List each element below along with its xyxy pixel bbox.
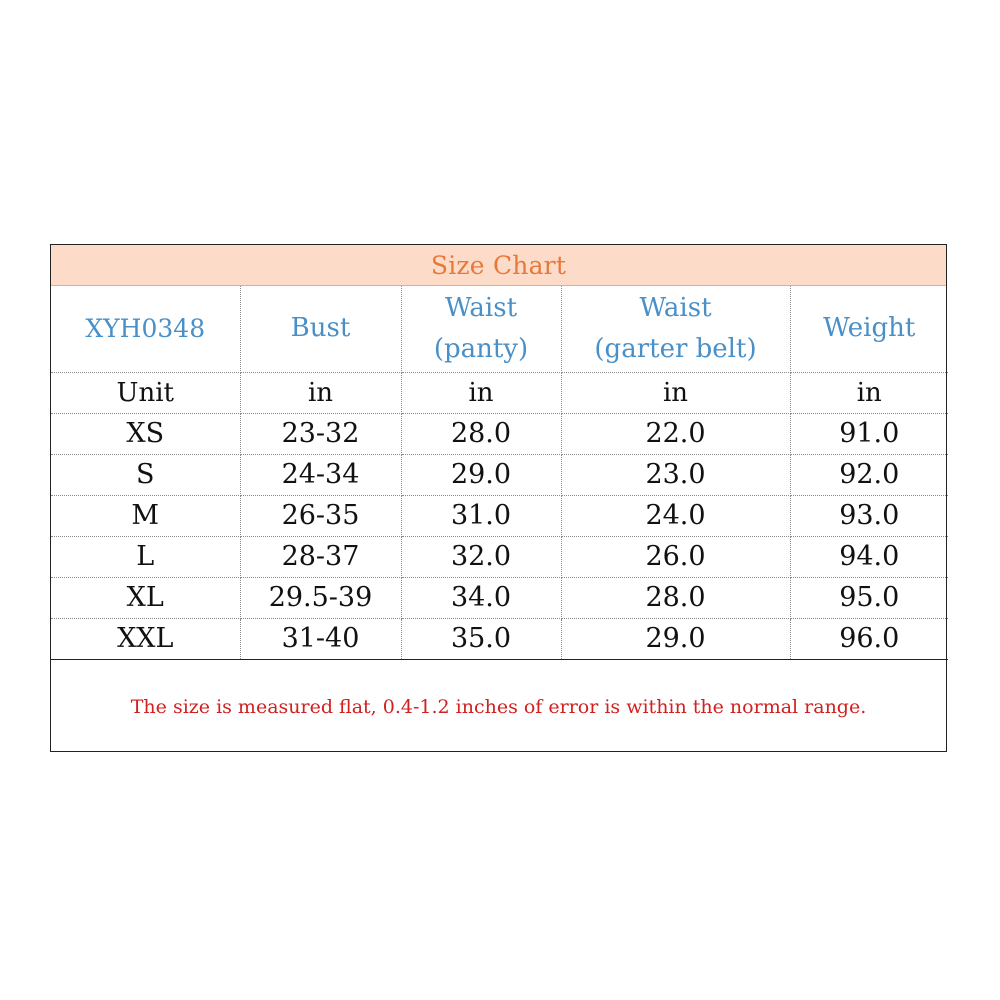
table-row xyxy=(51,454,948,495)
bust-cell: 24-34 xyxy=(240,454,401,495)
bust-cell: 31-40 xyxy=(240,618,401,659)
unit-cell: in xyxy=(240,372,401,413)
bust-header-label: Bust xyxy=(290,313,351,344)
unit-label: Unit xyxy=(51,372,240,413)
weight-header xyxy=(790,286,948,372)
weight-header-label: Weight xyxy=(823,313,916,344)
table-row xyxy=(51,618,948,659)
waist-garter-header-line2: (garter belt) xyxy=(594,333,757,364)
weight-cell: 92.0 xyxy=(790,454,948,495)
waist-garter-header xyxy=(561,286,790,372)
size-chart xyxy=(50,244,947,752)
size-chart-title: Size Chart xyxy=(51,245,946,286)
unit-row xyxy=(51,372,948,413)
size-label: L xyxy=(51,536,240,577)
table-row xyxy=(51,495,948,536)
unit-cell: in xyxy=(790,372,948,413)
product-code-header xyxy=(51,286,240,372)
measurement-note: The size is measured flat, 0.4-1.2 inches of error is within the normal range. xyxy=(130,695,867,718)
size-table xyxy=(51,286,948,660)
size-label: M xyxy=(51,495,240,536)
size-label: XXL xyxy=(51,618,240,659)
bust-cell: 23-32 xyxy=(240,413,401,454)
weight-cell: 93.0 xyxy=(790,495,948,536)
weight-cell: 96.0 xyxy=(790,618,948,659)
waist-garter-header-line1: Waist xyxy=(639,292,712,323)
waist-panty-cell: 28.0 xyxy=(401,413,561,454)
weight-cell: 95.0 xyxy=(790,577,948,618)
table-row xyxy=(51,536,948,577)
waist-garter-cell: 26.0 xyxy=(561,536,790,577)
product-code: XYH0348 xyxy=(85,314,206,344)
unit-cell: in xyxy=(561,372,790,413)
waist-panty-cell: 29.0 xyxy=(401,454,561,495)
waist-garter-cell: 24.0 xyxy=(561,495,790,536)
waist-garter-cell: 29.0 xyxy=(561,618,790,659)
waist-garter-cell: 22.0 xyxy=(561,413,790,454)
bust-cell: 28-37 xyxy=(240,536,401,577)
waist-panty-header xyxy=(401,286,561,372)
table-row xyxy=(51,577,948,618)
weight-cell: 91.0 xyxy=(790,413,948,454)
bust-cell: 26-35 xyxy=(240,495,401,536)
unit-cell: in xyxy=(401,372,561,413)
bust-cell: 29.5-39 xyxy=(240,577,401,618)
size-label: S xyxy=(51,454,240,495)
waist-panty-cell: 31.0 xyxy=(401,495,561,536)
size-label: XS xyxy=(51,413,240,454)
waist-garter-cell: 23.0 xyxy=(561,454,790,495)
waist-panty-cell: 32.0 xyxy=(401,536,561,577)
table-header-row xyxy=(51,286,948,372)
waist-panty-cell: 34.0 xyxy=(401,577,561,618)
size-label: XL xyxy=(51,577,240,618)
table-row xyxy=(51,413,948,454)
waist-panty-header-line1: Waist xyxy=(444,292,518,323)
bust-header xyxy=(240,286,401,372)
waist-panty-header-line2: (panty) xyxy=(433,333,529,364)
waist-garter-cell: 28.0 xyxy=(561,577,790,618)
waist-panty-cell: 35.0 xyxy=(401,618,561,659)
weight-cell: 94.0 xyxy=(790,536,948,577)
